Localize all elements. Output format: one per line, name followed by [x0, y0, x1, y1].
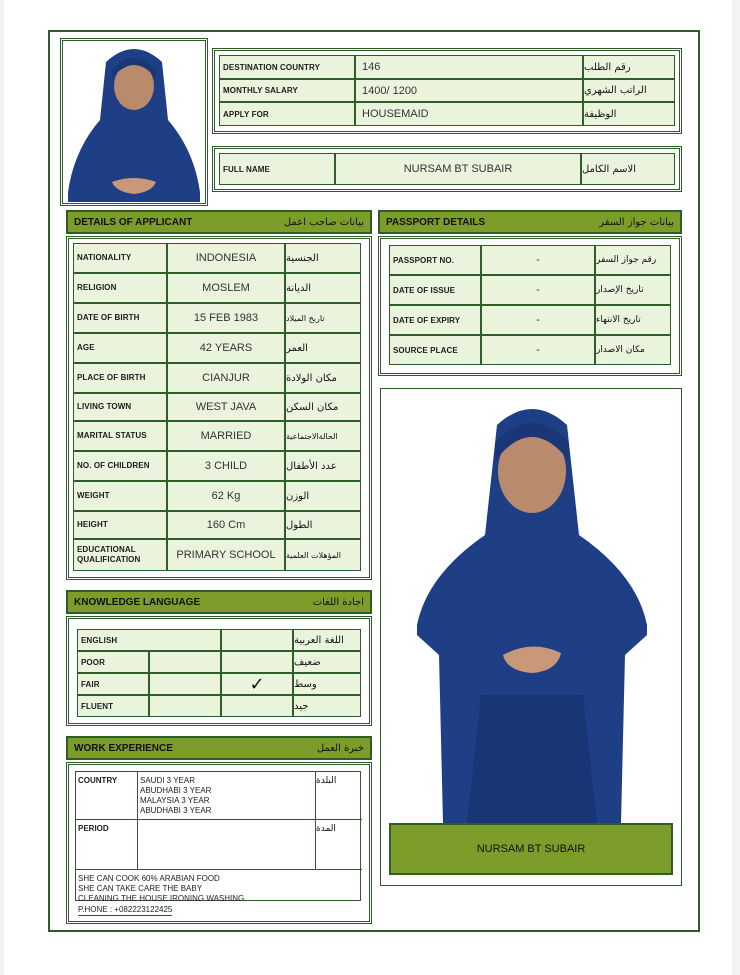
work-section-title: WORK EXPERIENCE — [74, 742, 173, 754]
age-label: AGE — [73, 333, 167, 363]
weight-label: WEIGHT — [73, 481, 167, 511]
source-place-value: - — [481, 335, 595, 365]
full-name-table — [212, 146, 682, 192]
language-fluent-label: FLUENT — [77, 695, 149, 717]
religion-label: RELIGION — [73, 273, 167, 303]
period-value-cell — [138, 820, 316, 870]
country-3: MALAYSIA 3 YEAR — [140, 796, 210, 805]
applicant-section-title: DETAILS OF APPLICANT — [74, 216, 193, 228]
applicant-photo-full — [401, 395, 663, 823]
passport-no-arabic: رقم جواز السفر — [595, 245, 671, 275]
height-label: HEIGHT — [73, 511, 167, 539]
destination-country-arabic: رقم الطلب — [583, 55, 675, 79]
language-poor-arabic: ضعيف — [293, 651, 361, 673]
marital-status-arabic: الحالةالاجتماعية — [285, 421, 361, 451]
period-label-cell — [76, 820, 138, 870]
full-name-arabic: الاسم الكامل — [581, 153, 675, 185]
page-background — [4, 0, 732, 975]
nationality-arabic: الجنسية — [285, 243, 361, 273]
age-arabic: العمر — [285, 333, 361, 363]
language-fair-check: ✓ — [221, 673, 293, 695]
language-poor-label: POOR — [77, 651, 149, 673]
language-table — [66, 616, 372, 726]
small-photo-frame — [60, 38, 208, 206]
educational-qualification-arabic: المؤهلات العلمية — [285, 539, 361, 571]
period-arabic-label: المدة — [316, 820, 362, 870]
arabic-language-label: اللغة العربية — [293, 629, 361, 651]
application-info-table — [212, 48, 682, 134]
full-name-label: FULL NAME — [219, 153, 335, 185]
religion-value: MOSLEM — [167, 273, 285, 303]
period-label: PERIOD — [78, 824, 109, 833]
weight-value: 62 Kg — [167, 481, 285, 511]
language-fluent-english-cell — [149, 695, 221, 717]
religion-arabic: الديانة — [285, 273, 361, 303]
date-of-issue-arabic: تاريخ الإصدار — [595, 275, 671, 305]
source-place-label: SOURCE PLACE — [389, 335, 481, 365]
language-header-blank — [221, 629, 293, 651]
country-label-cell — [76, 772, 138, 820]
living-town-arabic: مكان السكن — [285, 393, 361, 421]
language-fluent-check — [221, 695, 293, 717]
date-of-birth-arabic: تاريخ الميلاد — [285, 303, 361, 333]
work-section-title-arabic: خبرة العمل — [316, 742, 364, 754]
country-4: ABUDHABI 3 YEAR — [140, 806, 212, 815]
language-poor-english-cell — [149, 651, 221, 673]
work-grid — [75, 771, 361, 914]
date-of-expiry-label: DATE OF EXPIRY — [389, 305, 481, 335]
country-1: SAUDI 3 YEAR — [140, 776, 195, 785]
date-of-birth-value: 15 FEB 1983 — [167, 303, 285, 333]
country-2: ABUDHABI 3 YEAR — [140, 786, 212, 795]
apply-for-value: HOUSEMAID — [355, 102, 583, 126]
place-of-birth-value: CIANJUR — [167, 363, 285, 393]
height-arabic: الطول — [285, 511, 361, 539]
monthly-salary-label: MONTHLY SALARY — [219, 79, 355, 102]
language-fair-english-cell — [149, 673, 221, 695]
language-section-title: KNOWLEDGE LANGUAGE — [74, 596, 201, 608]
note-2: SHE CAN TAKE CARE THE BABY — [78, 884, 203, 893]
date-of-birth-label: DATE OF BIRTH — [73, 303, 167, 333]
work-section-header — [66, 736, 372, 760]
applicant-photo-small — [64, 42, 204, 202]
nationality-label: NATIONALITY — [73, 243, 167, 273]
weight-arabic: الوزن — [285, 481, 361, 511]
living-town-label: LIVING TOWN — [73, 393, 167, 421]
marital-status-label: MARITAL STATUS — [73, 421, 167, 451]
place-of-birth-label: PLACE OF BIRTH — [73, 363, 167, 393]
caption-name: NURSAM BT SUBAIR — [476, 843, 586, 855]
no-of-children-label: NO. OF CHILDREN — [73, 451, 167, 481]
language-fair-arabic: وسط — [293, 673, 361, 695]
no-of-children-value: 3 CHILD — [167, 451, 285, 481]
photo-caption — [389, 823, 673, 875]
educational-qualification-label: EDUCATIONAL QUALIFICATION — [73, 539, 167, 571]
phone-number: P.HONE : +082223122425 — [78, 905, 173, 914]
full-name-value: NURSAM BT SUBAIR — [335, 153, 581, 185]
height-value: 160 Cm — [167, 511, 285, 539]
english-label: ENGLISH — [77, 629, 221, 651]
nationality-value: INDONESIA — [167, 243, 285, 273]
applicant-section-title-arabic: بيانات صاحب اعمل — [283, 216, 364, 228]
full-photo-frame — [380, 388, 682, 886]
country-arabic-label: البلدة — [316, 772, 362, 820]
note-3: CLEANING THE HOUSE IRONING WASHING — [78, 894, 245, 903]
country-label: COUNTRY — [78, 776, 118, 785]
apply-for-label: APPLY FOR — [219, 102, 355, 126]
passport-section-title-arabic: بيانات جواز السفر — [599, 216, 674, 228]
age-value: 42 YEARS — [167, 333, 285, 363]
living-town-value: WEST JAVA — [167, 393, 285, 421]
date-of-issue-label: DATE OF ISSUE — [389, 275, 481, 305]
date-of-expiry-arabic: تاريخ الانتهاء — [595, 305, 671, 335]
monthly-salary-arabic: الراتب الشهري — [583, 79, 675, 102]
marital-status-value: MARRIED — [167, 421, 285, 451]
language-section-title-arabic: اجادة اللغات — [312, 596, 364, 608]
monthly-salary-value: 1400/ 1200 — [355, 79, 583, 102]
passport-no-label: PASSPORT NO. — [389, 245, 481, 275]
language-section-header — [66, 590, 372, 614]
note-1: SHE CAN COOK 60% ARABIAN FOOD — [78, 874, 220, 883]
no-of-children-arabic: عدد الأطفال — [285, 451, 361, 481]
language-fair-label: FAIR — [77, 673, 149, 695]
educational-qualification-value: PRIMARY SCHOOL — [167, 539, 285, 571]
applicant-section-header — [66, 210, 372, 234]
language-fluent-arabic: جيد — [293, 695, 361, 717]
notes-cell — [76, 870, 362, 924]
source-place-arabic: مكان الاصدار — [595, 335, 671, 365]
work-experience-table — [66, 762, 372, 924]
applicant-details-table — [66, 236, 372, 580]
passport-section-title: PASSPORT DETAILS — [386, 216, 486, 228]
biodata-form — [48, 30, 700, 932]
passport-no-value: - — [481, 245, 595, 275]
passport-details-table — [378, 236, 682, 376]
language-poor-check — [221, 651, 293, 673]
date-of-issue-value: - — [481, 275, 595, 305]
destination-country-label: DESTINATION COUNTRY — [219, 55, 355, 79]
apply-for-arabic: الوظيفة — [583, 102, 675, 126]
country-value-cell — [138, 772, 316, 820]
place-of-birth-arabic: مكان الولادة — [285, 363, 361, 393]
destination-country-value: 146 — [355, 55, 583, 79]
date-of-expiry-value: - — [481, 305, 595, 335]
passport-section-header — [378, 210, 682, 234]
